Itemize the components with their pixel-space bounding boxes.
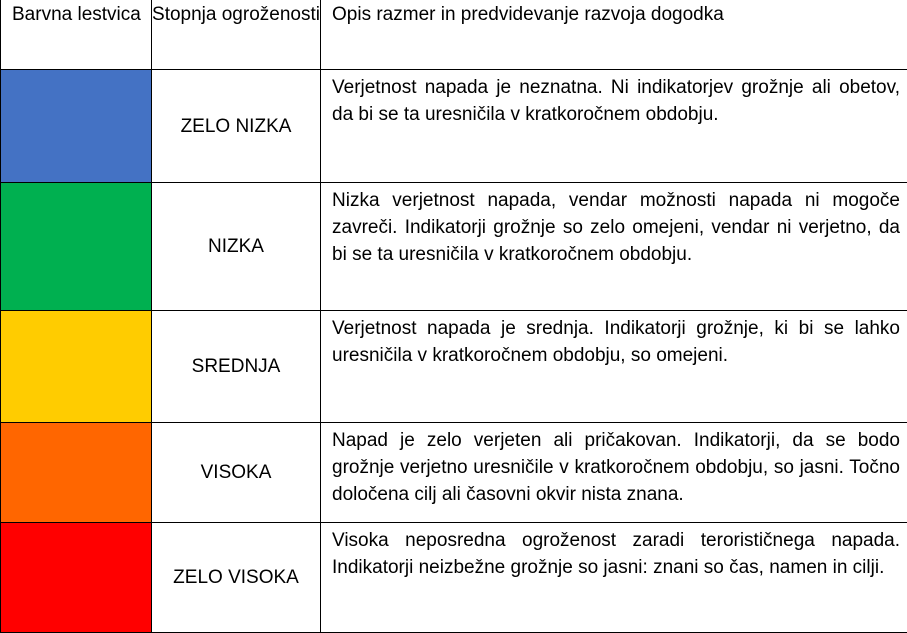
color-swatch-low bbox=[1, 183, 152, 311]
header-color-scale: Barvna lestvica bbox=[1, 0, 152, 70]
header-threat-level: Stopnja ogroženosti bbox=[152, 0, 321, 70]
header-description: Opis razmer in predvidevanje razvoja dogodka bbox=[321, 0, 907, 70]
description-text: Napad je zelo verjeten ali pričakovan. Indikatorji, da se bodo grožnje verjetno uresničile v kratkoročnem obdobju, so jasni. Točno določena cilj ali časovni okvir nista znana. bbox=[332, 423, 900, 508]
color-swatch-high bbox=[1, 423, 152, 523]
level-label: ZELO VISOKA bbox=[152, 523, 321, 633]
color-swatch-very-high bbox=[1, 523, 152, 633]
description-text: Nizka verjetnost napada, vendar možnosti napada ni mogoče zavreči. Indikatorji grožnje so zelo omejeni, vendar ni verjetno, da bi se ta uresničila v kratkoročnem obdobju. bbox=[332, 183, 900, 268]
level-description bbox=[321, 70, 907, 183]
level-description bbox=[321, 523, 907, 633]
table-row bbox=[1, 311, 907, 423]
description-text: Visoka neposredna ogroženost zaradi terorističnega napada. Indikatorji neizbežne grožnje so jasni: znani so čas, namen in cilji. bbox=[332, 523, 900, 581]
table-row bbox=[1, 423, 907, 523]
table-row bbox=[1, 523, 907, 633]
color-swatch-very-low bbox=[1, 70, 152, 183]
color-swatch-medium bbox=[1, 311, 152, 423]
level-label: NIZKA bbox=[152, 183, 321, 311]
level-description bbox=[321, 423, 907, 523]
table-row bbox=[1, 70, 907, 183]
description-text: Verjetnost napada je srednja. Indikatorji grožnje, ki bi se lahko uresničila v kratkoročnem obdobju, so omejeni. bbox=[332, 311, 900, 369]
level-description bbox=[321, 183, 907, 311]
level-description bbox=[321, 311, 907, 423]
table-row bbox=[1, 183, 907, 311]
description-text: Verjetnost napada je neznatna. Ni indikatorjev grožnje ali obetov, da bi se ta uresničila v kratkoročnem obdobju. bbox=[332, 70, 900, 128]
level-label: VISOKA bbox=[152, 423, 321, 523]
header-row bbox=[1, 0, 907, 70]
level-label: SREDNJA bbox=[152, 311, 321, 423]
level-label: ZELO NIZKA bbox=[152, 70, 321, 183]
